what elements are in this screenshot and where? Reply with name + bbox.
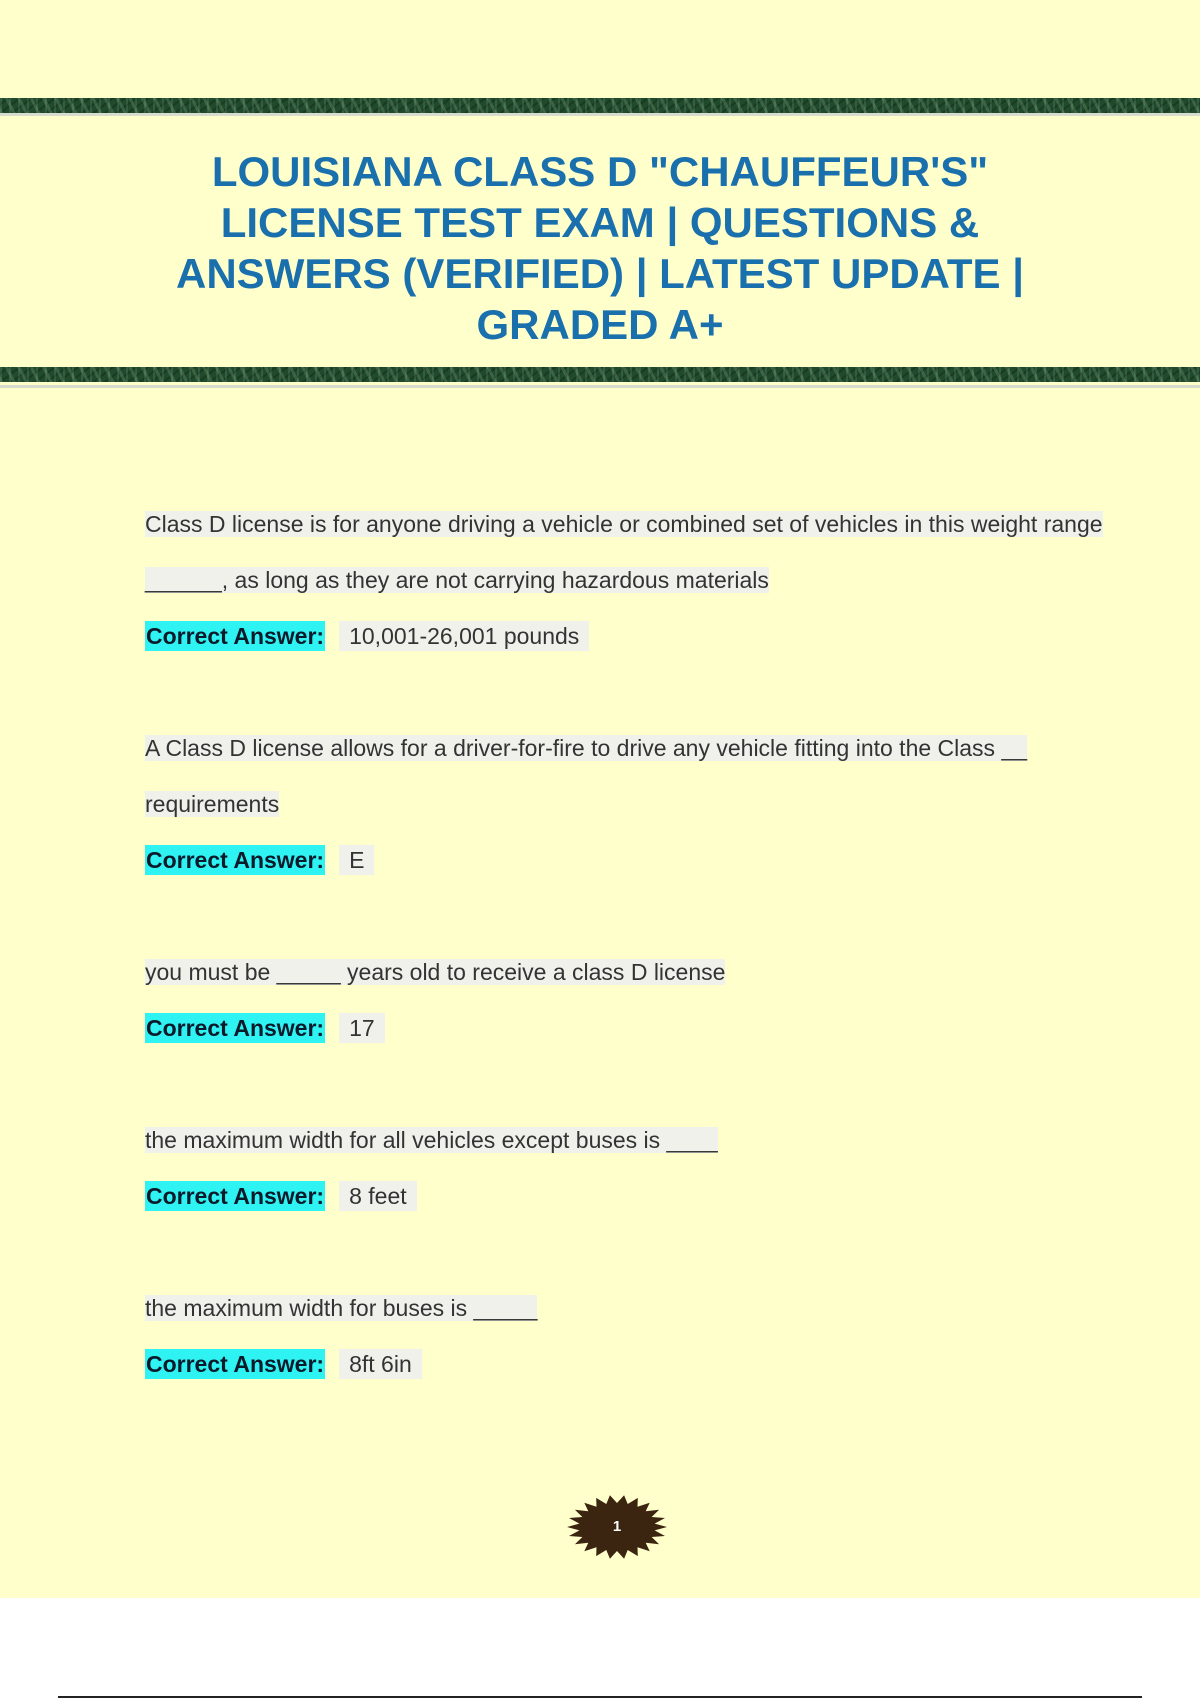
- correct-answer-label: Correct Answer:: [146, 1351, 325, 1377]
- question-text-content: A Class D license allows for a driver-for-fire to drive any vehicle fitting into the Class __ requirements: [145, 735, 1028, 817]
- answer-value: 17: [339, 1013, 385, 1043]
- qa-item: [145, 1280, 1105, 1392]
- qa-item: [145, 720, 1105, 888]
- answer-row: [145, 1336, 1105, 1392]
- answer-value: E: [339, 845, 374, 875]
- correct-answer-label: Correct Answer:: [146, 623, 325, 649]
- top-border-band: [0, 98, 1200, 113]
- question-text-content: the maximum width for all vehicles except buses is ____: [145, 1127, 718, 1153]
- correct-answer-label: Correct Answer:: [146, 1015, 325, 1041]
- qa-item: [145, 496, 1105, 664]
- correct-answer-label: Correct Answer:: [146, 847, 325, 873]
- question-text: [145, 496, 1105, 608]
- answer-row: [145, 832, 1105, 888]
- correct-answer-label: Correct Answer:: [146, 1183, 325, 1209]
- answer-row: [145, 1000, 1105, 1056]
- qa-item: [145, 1112, 1105, 1224]
- answer-value: 8ft 6in: [339, 1349, 422, 1379]
- question-text: [145, 1112, 1105, 1168]
- answer-row: [145, 608, 1105, 664]
- top-border-rule: [0, 113, 1200, 116]
- bottom-border-band: [0, 367, 1200, 382]
- answer-row: [145, 1168, 1105, 1224]
- question-text-content: Class D license is for anyone driving a vehicle or combined set of vehicles in this weight range ______, as long as they are not carrying hazardous materials: [145, 511, 1103, 593]
- footer-rule: [58, 1696, 1142, 1698]
- page-number: 1: [612, 1518, 622, 1535]
- answer-value: 8 feet: [339, 1181, 417, 1211]
- question-text: [145, 720, 1105, 832]
- question-text-content: you must be _____ years old to receive a class D license: [145, 959, 726, 985]
- bottom-border-rule: [0, 385, 1200, 388]
- question-text-content: the maximum width for buses is _____: [145, 1295, 538, 1321]
- qa-item: [145, 944, 1105, 1056]
- document-title: LOUISIANA CLASS D "CHAUFFEUR'S" LICENSE TEST EXAM | QUESTIONS & ANSWERS (VERIFIED) | LATEST UPDATE | GRADED A+: [176, 148, 1024, 348]
- question-text: [145, 1280, 1105, 1336]
- question-list: [145, 496, 1105, 1392]
- answer-value: 10,001-26,001 pounds: [339, 621, 589, 651]
- question-text: [145, 944, 1105, 1000]
